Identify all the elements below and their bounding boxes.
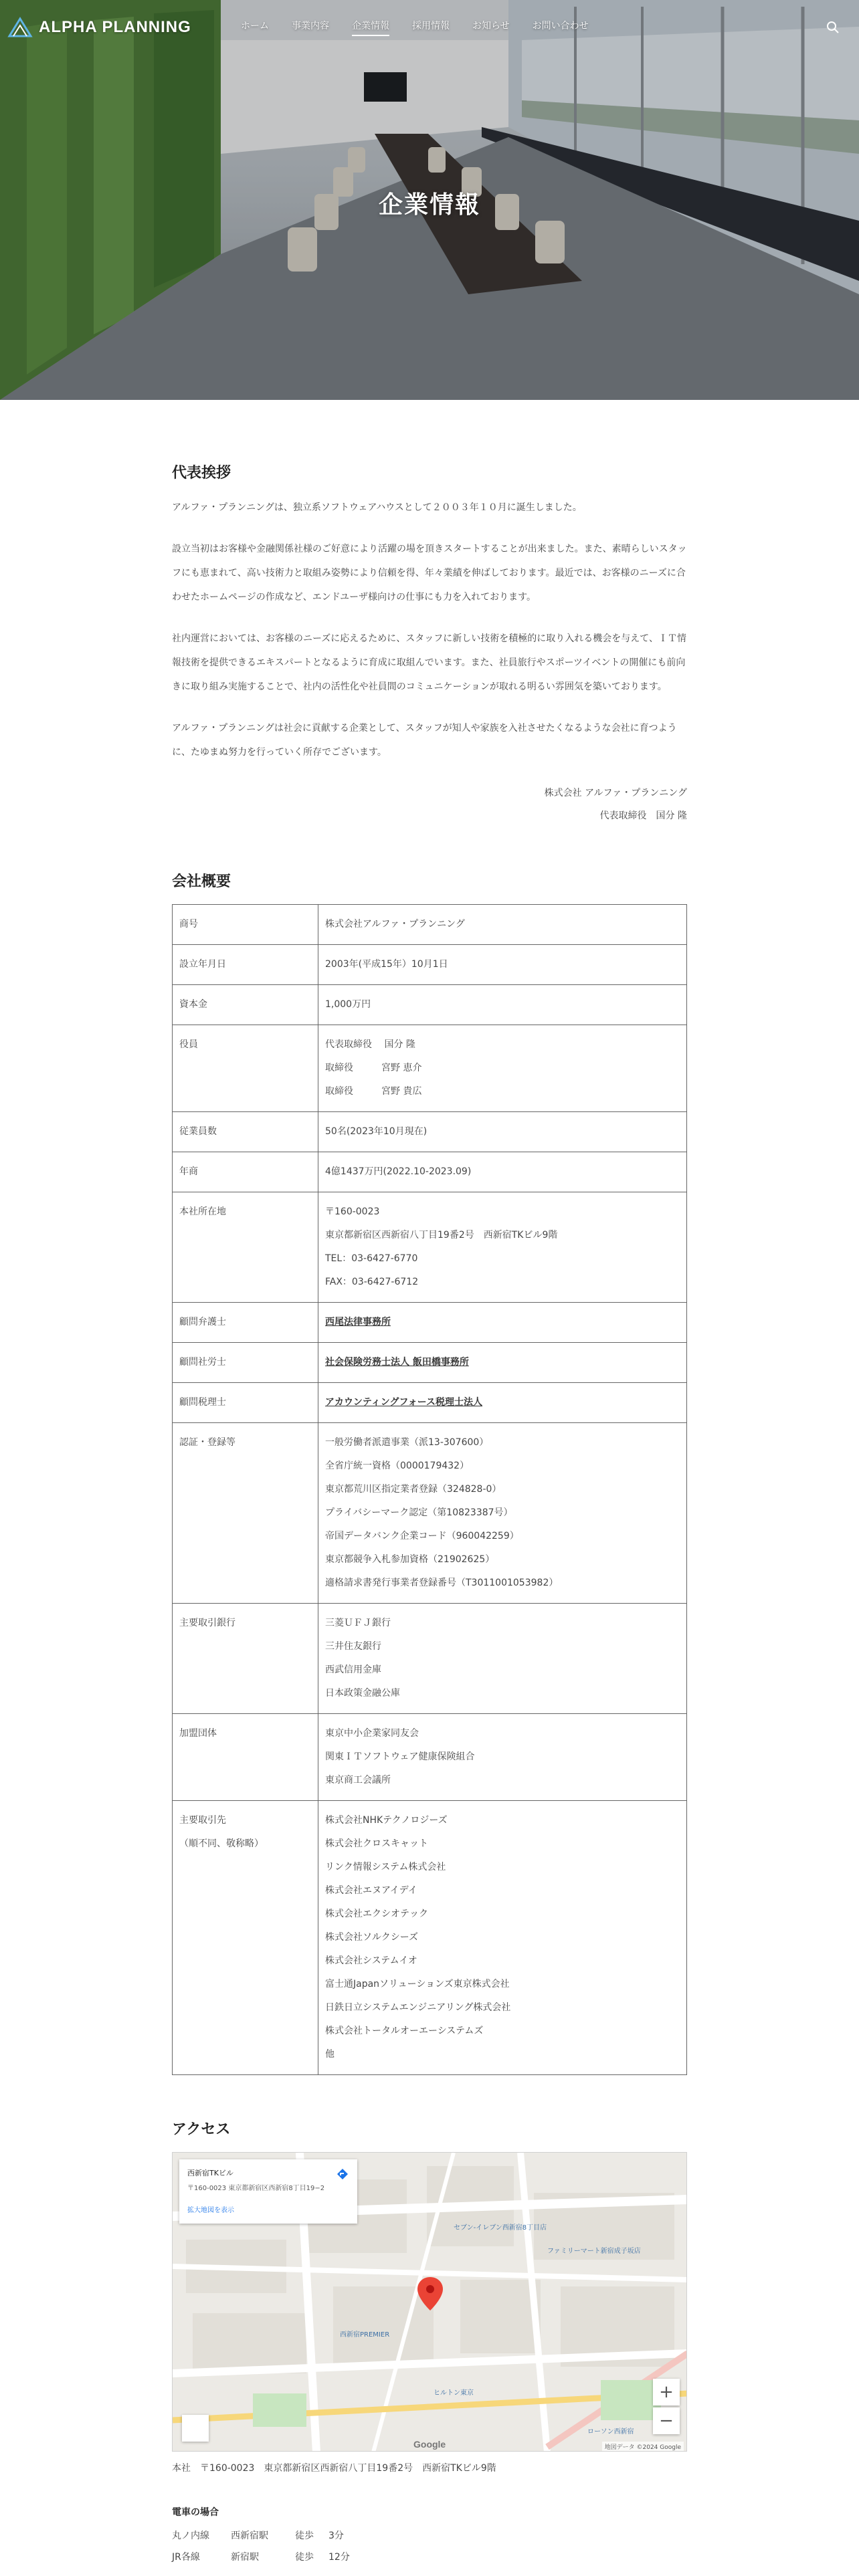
- overview-value: [318, 1604, 687, 1714]
- main-content: [172, 400, 687, 2568]
- logo-mark-icon: [7, 16, 33, 39]
- overview-value-line: 株式会社アルファ・プランニング: [325, 919, 465, 930]
- overview-row: [173, 1383, 687, 1423]
- nav-business[interactable]: 事業内容: [292, 21, 329, 31]
- overview-value: [318, 1152, 687, 1192]
- access-section: [172, 2118, 687, 2568]
- overview-value-line: 2003年(平成15年）10月1日: [325, 959, 448, 970]
- overview-label-text: 加盟団体: [179, 1728, 217, 1739]
- route-list: [172, 2525, 687, 2568]
- nav-recruit[interactable]: 採用情報: [412, 21, 450, 31]
- overview-value: [318, 945, 687, 985]
- overview-label: [173, 1152, 318, 1192]
- overview-row: [173, 1192, 687, 1303]
- overview-label-text: 年商: [179, 1166, 198, 1177]
- overview-label-text: 役員: [179, 1039, 198, 1050]
- greeting-paragraph: 設立当初はお客様や金融関係社様のご好意により活躍の場を頂きスタートすることが出来ました。また、素晴らしいスタッフにも恵まれて、高い技術力と取組み姿勢により信頼を得、年々業績を伸ばしております。最近では、お客様のニーズに合わせたホームページの作成など、エンドユーザ様向けの仕事にも力を入れております。: [172, 544, 687, 603]
- overview-link[interactable]: アカウンティングフォース税理士法人: [325, 1397, 483, 1408]
- overview-value-line: 東京都荒川区指定業者登録（324828-0）: [325, 1484, 502, 1495]
- overview-label-text: 本社所在地: [179, 1206, 226, 1217]
- overview-title: 会社概要: [172, 873, 231, 890]
- map-card-address: 〒160-0023 東京都新宿区西新宿8丁目19−2: [187, 2185, 325, 2192]
- overview-value-line: 4億1437万円(2022.10-2023.09): [325, 1166, 472, 1177]
- overview-label: [173, 985, 318, 1025]
- overview-value-line: プライバシーマーク認定（第10823387号）: [325, 1507, 513, 1518]
- signature-company: 株式会社 アルファ・プランニング: [544, 788, 687, 798]
- route-time: 3分: [328, 2531, 344, 2541]
- overview-value-line: 富士通Japanソリューションズ東京株式会社: [325, 1979, 510, 1990]
- nav-home[interactable]: ホーム: [241, 21, 269, 31]
- overview-row: [173, 905, 687, 945]
- overview-row: [173, 1112, 687, 1152]
- overview-value-line: 関東ＩＴソフトウェア健康保険組合: [325, 1751, 475, 1762]
- logo[interactable]: [7, 16, 191, 39]
- overview-sublabel: （順不同、敬称略）: [179, 1838, 264, 1849]
- overview-value: [318, 985, 687, 1025]
- overview-value-line: 代表取締役 国分 隆: [325, 1039, 415, 1050]
- overview-label-text: 顧問税理士: [179, 1397, 226, 1408]
- map-poi-label: 西新宿PREMIER: [340, 2331, 390, 2339]
- search-icon[interactable]: [826, 20, 840, 35]
- overview-label-text: 主要取引銀行: [179, 1618, 235, 1628]
- route-row: [172, 2525, 687, 2547]
- overview-row: [173, 1025, 687, 1112]
- overview-value-line: 株式会社クロスキャット: [325, 1838, 428, 1849]
- page-title: 企業情報: [378, 191, 480, 219]
- greeting-paragraph: アルファ・プランニングは社会に貢献する企業として、スタッフが知人や家族を入社させたくなるような会社に育つように、たゆまぬ努力を行っていく所存でございます。: [172, 723, 677, 758]
- street-view-icon[interactable]: [182, 2415, 209, 2442]
- overview-label-text: 顧問社労士: [179, 1357, 226, 1368]
- overview-row: [173, 1423, 687, 1604]
- map-poi-label: ファミリーマート新宿成子坂店: [547, 2248, 641, 2255]
- overview-label-text: 商号: [179, 919, 198, 930]
- overview-row: [173, 945, 687, 985]
- overview-value: [318, 1383, 687, 1423]
- overview-label: [173, 1714, 318, 1801]
- overview-label: [173, 1383, 318, 1423]
- overview-value-line: リンク情報システム株式会社: [325, 1862, 446, 1872]
- overview-label: [173, 945, 318, 985]
- map-poi-label: ローソン西新宿: [587, 2428, 634, 2436]
- overview-value-line: 他: [325, 2049, 335, 2060]
- overview-label: [173, 1343, 318, 1383]
- overview-label: [173, 1604, 318, 1714]
- google-logo: Google: [413, 2439, 446, 2450]
- overview-value-line: 取締役 宮野 貴広: [325, 1086, 422, 1097]
- nav-company[interactable]: 企業情報: [352, 19, 389, 36]
- route-station: 新宿駅: [231, 2552, 259, 2563]
- overview-label: [173, 905, 318, 945]
- overview-value-line: 株式会社ソルクシーズ: [325, 1932, 419, 1943]
- overview-value: [318, 1192, 687, 1303]
- greeting-title: 代表挨拶: [172, 465, 231, 481]
- overview-value-line: 株式会社トータルオーエーシステムズ: [325, 2026, 484, 2036]
- overview-row: [173, 985, 687, 1025]
- overview-label-text: 認証・登録等: [179, 1437, 235, 1448]
- overview-value-line: 東京中小企業家同友会: [325, 1728, 419, 1739]
- overview-value: [318, 1714, 687, 1801]
- route-walk: 徒歩: [295, 2552, 314, 2563]
- overview-label: [173, 1192, 318, 1303]
- greeting-paragraph: 社内運営においては、お客様のニーズに応えるために、スタッフに新しい技術を積極的に取り入れる機会を与えて、ＩＴ情報技術を提供できるエキスパートとなるように育成に取組んでいます。また、社員旅行やスポーツイベントの開催にも前向きに取り組み実施することで、社内の活性化や社員間のコミュニケーションが取れる明るい雰囲気を築いております。: [172, 633, 687, 692]
- access-title: アクセス: [172, 2121, 231, 2138]
- overview-value: [318, 1303, 687, 1343]
- overview-value-line: 適格請求書発行事業者登録番号（T3011001053982）: [325, 1578, 559, 1588]
- overview-link[interactable]: 社会保険労務士法人 飯田橋事務所: [325, 1357, 469, 1368]
- directions-icon[interactable]: [336, 2167, 349, 2190]
- map-card-title: 西新宿TKビル: [187, 2169, 233, 2177]
- overview-value: [318, 1025, 687, 1112]
- map-info-card: [179, 2159, 357, 2224]
- overview-value-line: 株式会社システムイオ: [325, 1955, 417, 1966]
- map-poi-label: セブン-イレブン西新宿8丁目店: [454, 2224, 547, 2232]
- overview-value-line: 1,000万円: [325, 999, 371, 1010]
- route-line: 丸ノ内線: [172, 2531, 209, 2541]
- overview-label-text: 顧問弁護士: [179, 1317, 226, 1327]
- map-attribution: 地図データ ©2024 Google: [602, 2442, 684, 2452]
- overview-value-line: 日本政策金融公庫: [325, 1688, 400, 1699]
- main-nav: [241, 19, 589, 36]
- greeting-section: [172, 461, 687, 827]
- overview-value: [318, 1343, 687, 1383]
- map-card-link[interactable]: 拡大地図を表示: [187, 2207, 234, 2214]
- overview-value-line: 帝国データバンク企業コード（960042259）: [325, 1531, 519, 1541]
- overview-table: [172, 904, 687, 2075]
- google-map[interactable]: [172, 2152, 687, 2452]
- overview-label: [173, 1801, 318, 2075]
- overview-value: [318, 1423, 687, 1604]
- overview-section: [172, 870, 687, 2075]
- overview-value-line: 〒160-0023: [325, 1206, 380, 1217]
- route-walk: 徒歩: [295, 2531, 314, 2541]
- overview-value-line: 株式会社エヌアイデイ: [325, 1885, 417, 1896]
- overview-value: [318, 1112, 687, 1152]
- overview-label: [173, 1025, 318, 1112]
- site-header: [0, 0, 859, 56]
- overview-value-line: 西武信用金庫: [325, 1665, 381, 1675]
- logo-text: ALPHA PLANNING: [39, 18, 191, 36]
- overview-value-line: 東京都新宿区西新宿八丁目19番2号 西新宿TKビル9階: [325, 1230, 558, 1241]
- overview-value-line: 三菱ＵＦＪ銀行: [325, 1618, 391, 1628]
- overview-value-line: 三井住友銀行: [325, 1641, 381, 1652]
- signature: [172, 782, 687, 827]
- overview-value: [318, 905, 687, 945]
- overview-value-line: 株式会社NHKテクノロジーズ: [325, 1815, 448, 1826]
- overview-value: [318, 1801, 687, 2075]
- route-time: 12分: [328, 2552, 350, 2563]
- overview-label-text: 資本金: [179, 999, 207, 1010]
- overview-label: [173, 1112, 318, 1152]
- overview-row: [173, 1343, 687, 1383]
- overview-label-text: 設立年月日: [179, 959, 226, 970]
- route-station: 西新宿駅: [231, 2531, 268, 2541]
- nav-news[interactable]: お知らせ: [472, 21, 510, 31]
- overview-row: [173, 1303, 687, 1343]
- overview-value-line: 取締役 宮野 恵介: [325, 1063, 422, 1073]
- hero: [0, 0, 859, 400]
- route-line: JR各線: [172, 2552, 200, 2563]
- zoom-out-button[interactable]: −: [653, 2407, 680, 2434]
- overview-value-line: TEL：03-6427-6770: [325, 1253, 418, 1264]
- overview-value-line: 一般労働者派遣事業（派13-307600）: [325, 1437, 489, 1448]
- overview-value-line: FAX：03-6427-6712: [325, 1277, 419, 1287]
- signature-representative: 代表取締役 国分 隆: [599, 811, 687, 821]
- zoom-in-button[interactable]: +: [653, 2379, 680, 2405]
- train-title: 電車の場合: [172, 2507, 219, 2518]
- overview-label: [173, 1303, 318, 1343]
- overview-value-line: 50名(2023年10月現在): [325, 1126, 427, 1137]
- overview-label-text: 主要取引先: [179, 1815, 226, 1826]
- overview-link[interactable]: 西尾法律事務所: [325, 1317, 391, 1327]
- head-office-address: 本社 〒160-0023 東京都新宿区西新宿八丁目19番2号 西新宿TKビル9階: [172, 2463, 496, 2474]
- overview-value-line: 株式会社エクシオテック: [325, 1909, 428, 1919]
- overview-row: [173, 1604, 687, 1714]
- overview-value-line: 日鉄日立システムエンジニアリング株式会社: [325, 2002, 511, 2013]
- overview-value-line: 全省庁統一資格（0000179432）: [325, 1461, 470, 1471]
- overview-row: [173, 1801, 687, 2075]
- greeting-paragraph: アルファ・プランニングは、独立系ソフトウェアハウスとして２００３年１０月に誕生しました。: [172, 502, 582, 513]
- overview-row: [173, 1714, 687, 1801]
- overview-label: [173, 1423, 318, 1604]
- overview-label-text: 従業員数: [179, 1126, 217, 1137]
- overview-value-line: 東京商工会議所: [325, 1775, 391, 1786]
- overview-value-line: 東京都競争入札参加資格（21902625）: [325, 1554, 495, 1565]
- map-poi-label: ヒルトン東京: [434, 2389, 474, 2397]
- overview-row: [173, 1152, 687, 1192]
- nav-contact[interactable]: お問い合わせ: [532, 21, 589, 31]
- route-row: [172, 2547, 687, 2568]
